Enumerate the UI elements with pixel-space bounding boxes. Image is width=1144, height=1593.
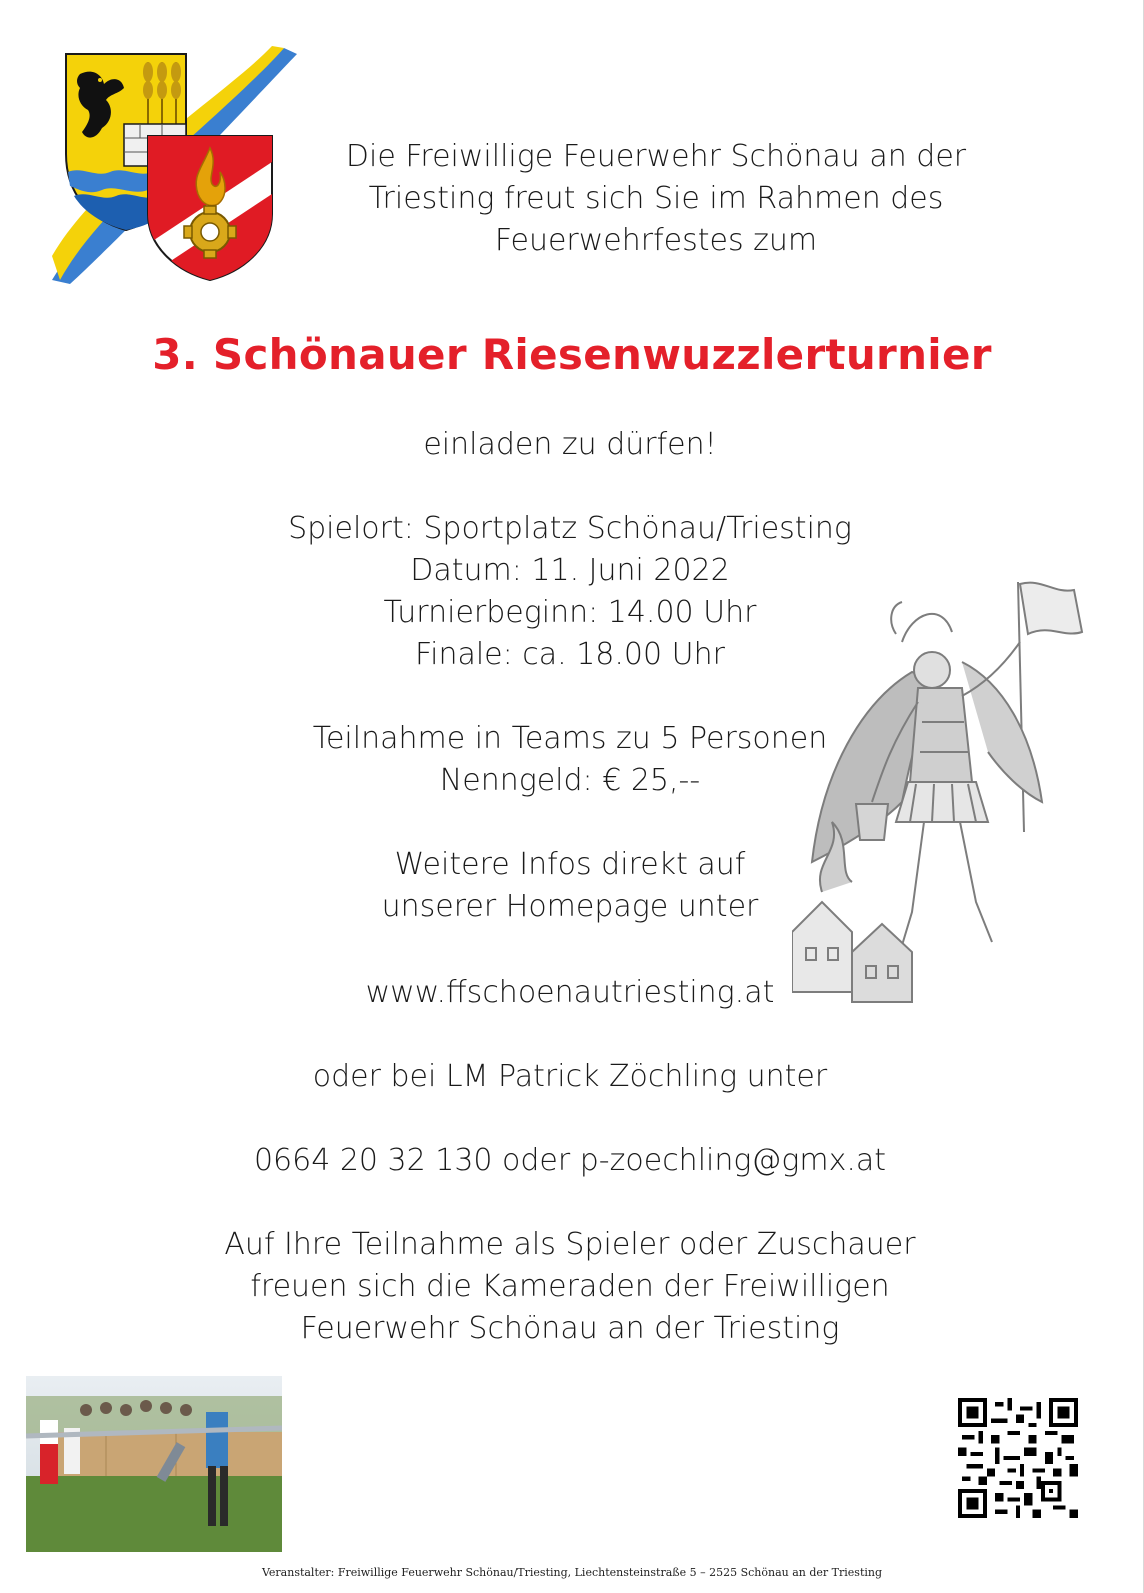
fee-text: Nenngeld: € 25,--: [439, 763, 701, 798]
contact-intro: oder bei LM Patrick Zöchling unter: [312, 1059, 828, 1094]
tournament-photo: [26, 1376, 282, 1552]
website-link[interactable]: www.ffschoenautriesting.at: [365, 975, 775, 1010]
saint-florian-illustration: [792, 572, 1092, 1012]
detail-date: Datum: 11. Juni 2022: [410, 553, 730, 588]
closing-line: freuen sich die Kameraden der Freiwilligen: [250, 1269, 890, 1304]
coat-of-arms-logo: [52, 44, 297, 284]
closing-text: [120, 1224, 1020, 1350]
info-line: unserer Homepage unter: [381, 889, 759, 924]
info-line: Weitere Infos direkt auf: [394, 847, 746, 882]
intro-line: Feuerwehrfestes zum: [494, 223, 818, 258]
detail-final: Finale: ca. 18.00 Uhr: [415, 637, 725, 672]
event-title: 3. Schönauer Riesenwuzzlerturnier: [152, 330, 992, 379]
intro-text: [296, 136, 1016, 262]
contact-details[interactable]: 0664 20 32 130 oder p-zoechling@gmx.at: [253, 1143, 887, 1178]
closing-line: Feuerwehr Schönau an der Triesting: [300, 1311, 840, 1346]
organizer-footer: Veranstalter: Freiwillige Feuerwehr Schönau/Triesting, Liechtensteinstraße 5 – 2525 Schönau an der Triesting: [261, 1566, 883, 1579]
intro-line: Die Freiwillige Feuerwehr Schönau an der: [345, 139, 967, 174]
intro-line: Triesting freut sich Sie im Rahmen des: [368, 181, 944, 216]
qr-code[interactable]: [958, 1398, 1078, 1518]
detail-location: Spielort: Sportplatz Schönau/Triesting: [288, 511, 852, 546]
invite-text: einladen zu dürfen!: [423, 427, 717, 462]
closing-line: Auf Ihre Teilnahme als Spieler oder Zuschauer: [224, 1227, 916, 1262]
detail-start: Turnierbeginn: 14.00 Uhr: [383, 595, 757, 630]
teams-text: Teilnahme in Teams zu 5 Personen: [312, 721, 828, 756]
